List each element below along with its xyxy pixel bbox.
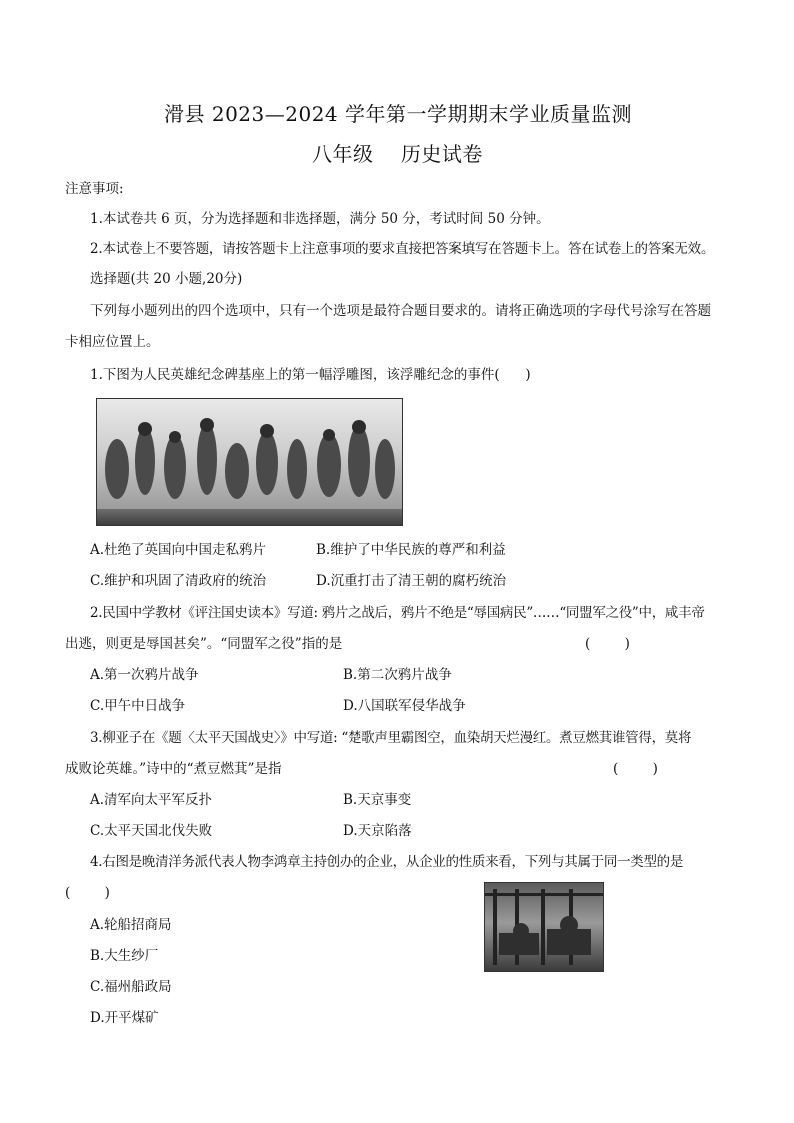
question-3-option-b: B.天京事变 xyxy=(343,792,412,808)
question-2-answer-bracket: ( ) xyxy=(585,636,630,652)
question-4-stem: 4.右图是晚清洋务派代表人物李鸿章主持创办的企业，从企业的性质来看，下列与其属于同一类型的是 xyxy=(90,854,684,870)
question-3-answer-bracket: ( ) xyxy=(613,761,658,777)
note-item-2: 2.本试卷上不要答题，请按答题卡上注意事项的要求直接把答案填写在答题卡上。答在试卷上的答案无效。 xyxy=(90,241,715,257)
question-3-stem: 3.柳亚子在《题〈太平天国战史〉》中写道: “楚歌声里霸图空，血染胡天烂漫红。煮豆燃萁谁管得，莫将 xyxy=(90,730,692,746)
question-2-option-c: C.甲午中日战争 xyxy=(90,698,186,714)
question-4-option-c: C.福州船政局 xyxy=(90,979,172,995)
exam-title: 滑县 2023—2024 学年第一学期期末学业质量监测 xyxy=(164,102,633,126)
question-1-option-a: A.杜绝了英国向中国走私鸦片 xyxy=(90,542,267,558)
exam-subtitle: 八年级 历史试卷 xyxy=(312,142,483,166)
question-2-option-d: D.八国联军侵华战争 xyxy=(343,698,466,714)
question-2-stem: 2.民国中学教材《评注国史读本》写道: 鸦片之战后，鸦片不绝是“辱国病民”……“同盟军之役”中，咸丰帝 xyxy=(90,605,705,621)
question-3-option-c: C.太平天国北伐失败 xyxy=(90,823,213,839)
question-4-answer-bracket: ( ) xyxy=(65,885,110,901)
question-1-option-c: C.维护和巩固了清政府的统治 xyxy=(90,573,267,589)
question-4-option-d: D.开平煤矿 xyxy=(90,1010,159,1026)
question-3-option-d: D.天京陷落 xyxy=(343,823,412,839)
section-instruction-cont: 卡相应位置上。 xyxy=(65,334,160,350)
section-heading: 选择题(共 20 小题,20分) xyxy=(90,271,243,287)
question-1-option-b: B.维护了中华民族的尊严和利益 xyxy=(316,542,506,558)
question-3-stem-cont: 成败论英雄。”诗中的“煮豆燃萁”是指 xyxy=(65,761,282,777)
notes-heading: 注意事项: xyxy=(65,181,124,197)
question-3-option-a: A.清军向太平军反扑 xyxy=(90,792,213,808)
question-1-option-d: D.沉重打击了清王朝的腐朽统治 xyxy=(316,573,507,589)
question-4-option-b: B.大生纱厂 xyxy=(90,948,159,964)
question-2-stem-cont: 出逃，则更是辱国甚矣”。“同盟军之役”指的是 xyxy=(65,636,343,652)
question-2-option-b: B.第二次鸦片战争 xyxy=(343,667,452,683)
relief-carving-image xyxy=(96,398,403,526)
question-2-option-a: A.第一次鸦片战争 xyxy=(90,667,199,683)
question-1-stem: 1.下图为人民英雄纪念碑基座上的第一幅浮雕图，该浮雕纪念的事件( ) xyxy=(90,367,531,383)
section-instruction: 下列每小题列出的四个选项中，只有一个选项是最符合题目要求的。请将正确选项的字母代号涂写在答题 xyxy=(90,303,711,319)
note-item-1: 1.本试卷共 6 页，分为选择题和非选择题，满分 50 分，考试时间 50 分钟。 xyxy=(90,211,550,227)
factory-photo-image xyxy=(484,882,604,972)
question-4-option-a: A.轮船招商局 xyxy=(90,917,172,933)
